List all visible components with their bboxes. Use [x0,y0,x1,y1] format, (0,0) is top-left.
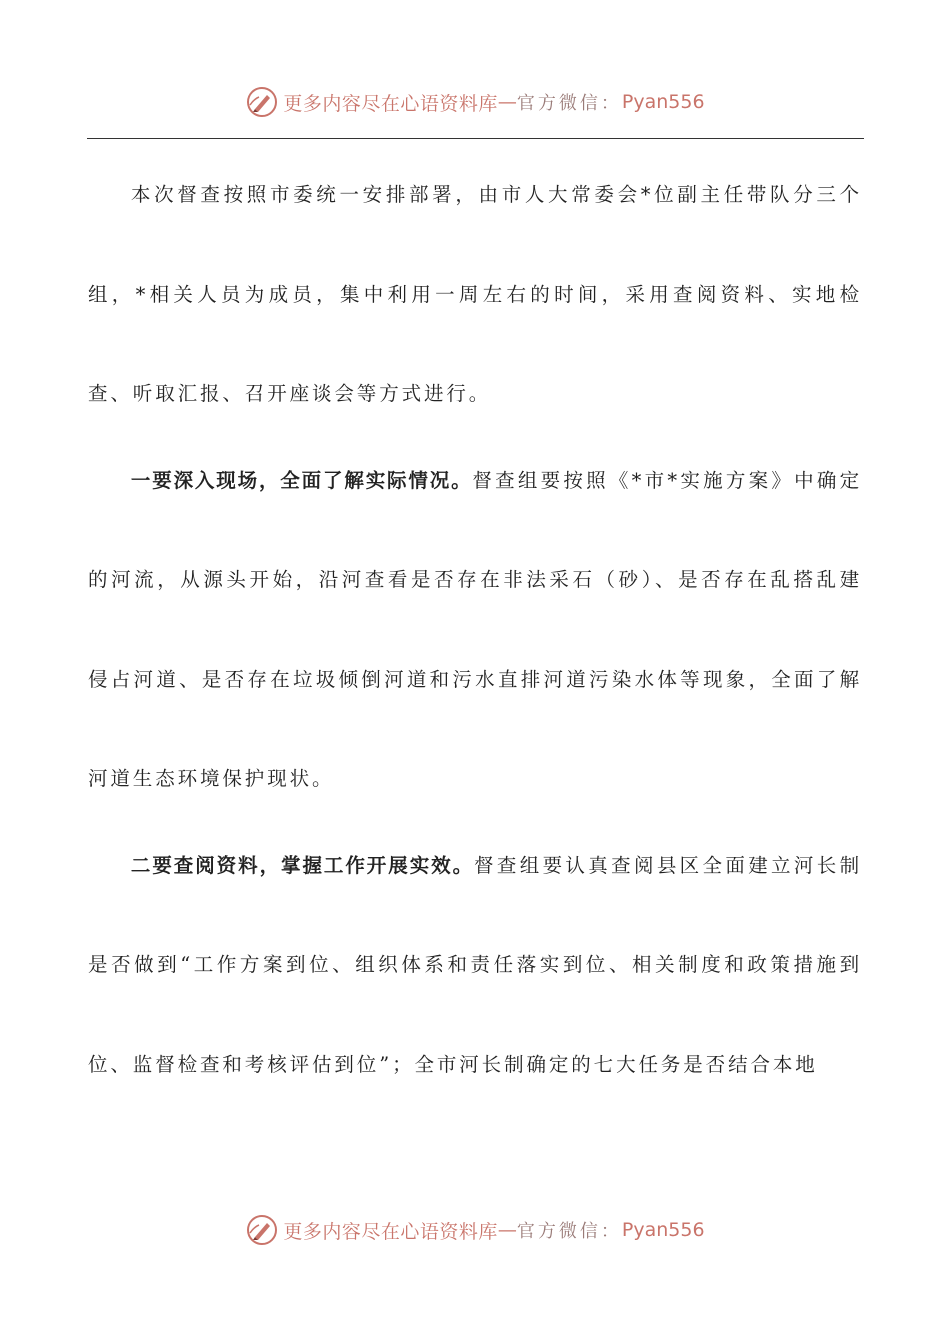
watermark-site-text: 更多内容尽在心语资料库 [283,92,498,115]
watermark-wechat-label: 官方微信： [516,1221,622,1242]
header-watermark [0,82,950,122]
paragraph-lead: 二要查阅资料，掌握工作开展实效。 [130,853,475,877]
pen-nib-logo-icon [245,1213,279,1247]
paragraph-intro [88,145,862,444]
document-body [88,145,862,1114]
header-divider [87,138,864,139]
watermark-site-text: 更多内容尽在心语资料库 [283,1220,498,1243]
paragraph-site-inspection [88,431,862,829]
paragraph-lead: 一要深入现场，全面了解实际情况。 [130,468,473,492]
paragraph-text: 本次督查按照市委统一安排部署，由市人大常委会*位副主任带队分三个组，*相关人员为成员，集中利用一周左右的时间，采用查阅资料、实地检查、听取汇报、召开座谈会等方式进行。 [88,183,862,405]
paragraph-review-materials [88,816,862,1115]
footer-watermark [0,1210,950,1250]
watermark-dash: — [497,91,517,113]
watermark-wechat-id: Pyan556 [621,1219,705,1241]
paragraph-text: 督查组要按照《*市*实施方案》中确定的河流，从源头开始，沿河查看是否存在非法采石（砂）、是否存在乱搭乱建侵占河道、是否存在垃圾倾倒河道和污水直排河道污染水体等现象，全面了解河道生态环境保护现状。 [88,468,862,790]
paragraph-text: 督查组要认真查阅县区全面建立河长制是否做到“工作方案到位、组织体系和责任落实到位、相关制度和政策措施到位、监督检查和考核评估到位”；全市河长制确定的七大任务是否结合本地 [88,853,862,1076]
watermark-dash: — [497,1219,517,1241]
watermark-wechat-label: 官方微信： [516,93,622,114]
watermark-wechat-id: Pyan556 [621,91,705,113]
pen-nib-logo-icon [245,85,279,119]
